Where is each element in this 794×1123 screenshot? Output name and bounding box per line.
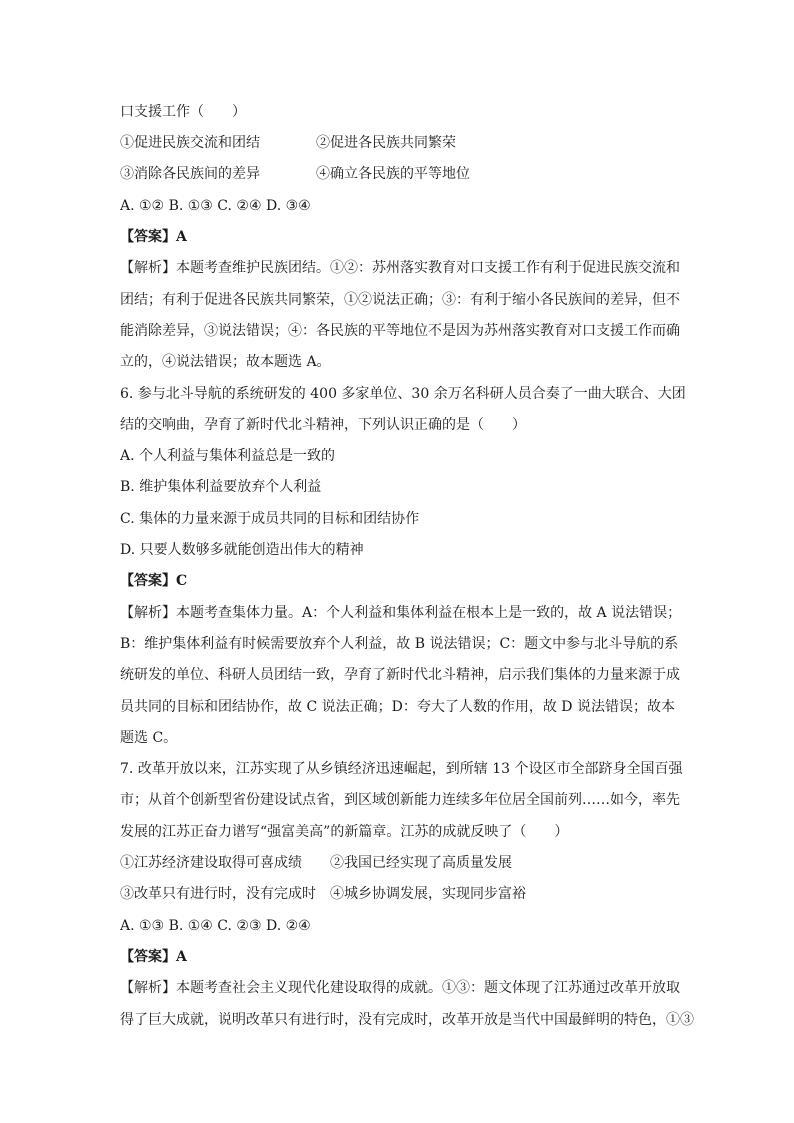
question-6-answer: 【答案】C [120, 573, 188, 589]
question-5-analysis-line-2: 团结；有利于促进各民族共同繁荣，①②说法正确；③：有利于缩小各民族间的差异，但不 [120, 292, 680, 308]
question-7-stem-line-2: 市；从首个创新型省份建设试点省，到区域创新能力连续多年位居全国前列……如今，率先 [120, 792, 680, 808]
question-7-analysis-line-2: 得了巨大成就，说明改革只有进行时，没有完成时，改革开放是当代中国最鲜明的特色，①③ [120, 1012, 694, 1028]
question-6-stem-line-2: 结的交响曲，孕育了新时代北斗精神，下列认识正确的是（ ） [120, 417, 526, 433]
question-6-analysis-line-5: 题选 C。 [120, 730, 178, 746]
question-6-option-d: D. 只要人数够多就能创造出伟大的精神 [120, 542, 364, 558]
question-6-option-b: B. 维护集体利益要放弃个人利益 [120, 479, 322, 495]
question-7-options-row-1: ①江苏经济建设取得可喜成绩 ②我国已经实现了高质量发展 [120, 855, 512, 871]
question-7-options-row-2: ③改革只有进行时，没有完成时 ④城乡协调发展，实现同步富裕 [120, 886, 526, 902]
option-4: ④确立各民族的平等地位 [316, 166, 470, 182]
question-6-analysis-line-2: B：维护集体利益有时候需要放弃个人利益，故 B 说法错误；C：题文中参与北斗导航的系 [120, 636, 679, 652]
question-6-option-a: A. 个人利益与集体利益总是一致的 [120, 448, 336, 464]
question-7-stem-line-3: 发展的江苏正奋力谱写“强富美高”的新篇章。江苏的成就反映了（ ） [120, 824, 569, 840]
question-6-option-c: C. 集体的力量来源于成员共同的目标和团结协作 [120, 511, 420, 527]
question-5-stem-tail: 口支援工作（ ） [120, 104, 246, 120]
question-6-analysis-line-3: 统研发的单位、科研人员团结一致，孕育了新时代北斗精神，启示我们集体的力量来源于成 [120, 667, 680, 683]
question-7-analysis-line-1: 【解析】本题考查社会主义现代化建设取得的成就。①③：题文体现了江苏通过改革开放取 [120, 980, 680, 996]
question-5-analysis-line-3: 能消除差异，③说法错误；④：各民族的平等地位不是因为苏州落实教育对口支援工作而确 [120, 323, 680, 339]
option-1: ①促进民族交流和团结 [120, 135, 260, 151]
question-7-stem-line-1: 7. 改革开放以来，江苏实现了从乡镇经济迅速崛起，到所辖 13 个设区市全部跻身全国百强 [120, 761, 683, 777]
question-5-choices: A. ①② B. ①③ C. ②④ D. ③④ [120, 198, 311, 214]
question-5-options-row-1 [120, 133, 456, 153]
question-5-options-row-2 [120, 164, 470, 184]
question-7-answer: 【答案】A [120, 949, 187, 965]
question-5-analysis-line-1: 【解析】本题考查维护民族团结。①②：苏州落实教育对口支援工作有利于促进民族交流和 [120, 260, 680, 276]
question-6-stem-line-1: 6. 参与北斗导航的系统研发的 400 多家单位、30 余万名科研人员合奏了一曲大联合、大团 [120, 386, 686, 402]
question-6-analysis-line-4: 员共同的目标和团结协作，故 C 说法正确；D：夸大了人数的作用，故 D 说法错误；故本 [120, 699, 675, 715]
question-5-analysis-line-4: 立的，④说法错误；故本题选 A。 [120, 354, 331, 370]
question-5-answer: 【答案】A [120, 229, 187, 245]
option-3: ③消除各民族间的差异 [120, 166, 260, 182]
option-2: ②促进各民族共同繁荣 [316, 135, 456, 151]
question-7-choices: A. ①③ B. ①④ C. ②③ D. ②④ [120, 918, 311, 934]
question-6-analysis-line-1: 【解析】本题考查集体力量。A：个人利益和集体利益在根本上是一致的，故 A 说法错误； [120, 605, 682, 621]
